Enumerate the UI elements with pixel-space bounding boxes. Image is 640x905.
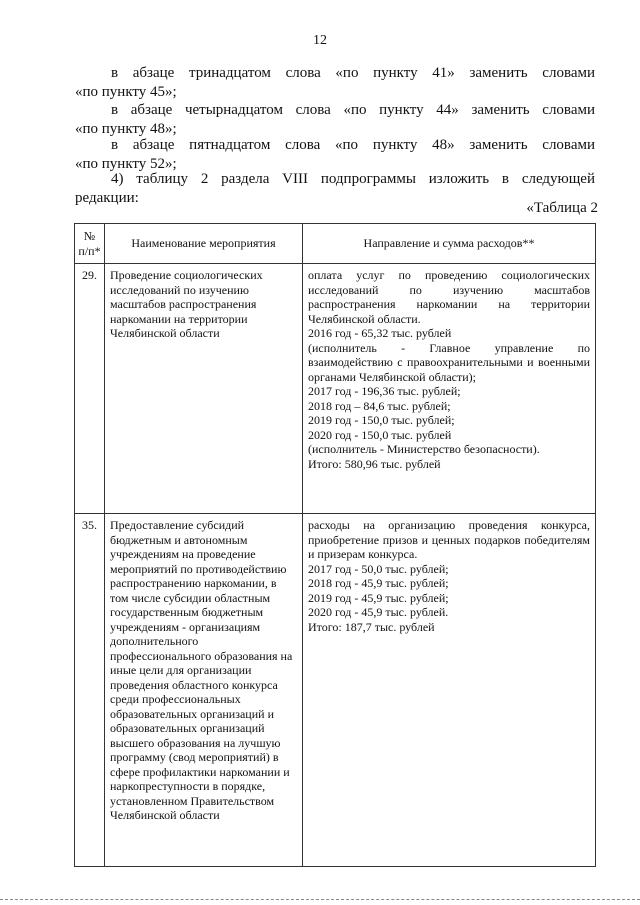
paragraph-line: «по пункту 45»; bbox=[75, 84, 177, 100]
direction-line: 2018 год - 45,9 тыс. рублей; bbox=[308, 576, 449, 590]
amendment-paragraph-3 bbox=[75, 136, 595, 174]
direction-line: 2018 год – 84,6 тыс. рублей; bbox=[308, 398, 451, 413]
direction-line: 2020 год - 150,0 тыс. рублей bbox=[308, 427, 452, 442]
table-row bbox=[75, 264, 596, 514]
page-number: 12 bbox=[313, 33, 327, 48]
direction-line: 2016 год - 65,32 тыс. рублей bbox=[308, 326, 452, 340]
header-num: № п/п* bbox=[75, 224, 105, 264]
table-header-row bbox=[75, 224, 596, 264]
row-name: Проведение социологических исследований по изучению масштабов распространения наркомании на территории Челябинской области bbox=[105, 264, 303, 514]
amendment-paragraph-2 bbox=[75, 101, 595, 139]
paragraph-line: в абзаце тринадцатом слова «по пункту 41» заменить словами bbox=[111, 65, 595, 81]
direction-total: Итого: 580,96 тыс. рублей bbox=[308, 456, 441, 471]
direction-line: 2019 год - 150,0 тыс. рублей; bbox=[308, 413, 455, 427]
direction-line: 2020 год - 45,9 тыс. рублей. bbox=[308, 605, 449, 619]
header-direction: Направление и сумма расходов** bbox=[303, 224, 596, 264]
row-direction bbox=[303, 264, 596, 514]
table-caption: «Таблица 2 bbox=[526, 200, 598, 216]
row-direction bbox=[303, 514, 596, 867]
amendment-paragraph-1 bbox=[75, 64, 595, 102]
row-number: 35. bbox=[75, 514, 105, 867]
row-name: Предоставление субсидий бюджетным и автономным учреждениям на проведение мероприятий по противодействию распространению наркомании, в том числе субсидии областным государственным бюджетным учреждениям - организациям дополнительного профессионального образования на иные цели для организации проведения областного конкурса среди профессиональных образовательных организаций и образовательных организаций высшего образования на лучшую программу (свод мероприятий) в сфере профилактики наркомании и наркопреступности в порядке, установленном Правительством Челябинской области bbox=[105, 514, 303, 867]
table-row bbox=[75, 514, 596, 867]
paragraph-line: редакции: bbox=[75, 190, 139, 206]
direction-line: (исполнитель - Министерство безопасности). bbox=[308, 442, 540, 456]
direction-intro: оплата услуг по проведению социологических исследований по изучению масштабов распространения наркомании на территории Челябинской области. bbox=[308, 268, 590, 326]
paragraph-line: в абзаце четырнадцатом слова «по пункту 44» заменить словами bbox=[111, 102, 595, 118]
row-number: 29. bbox=[75, 264, 105, 514]
paragraph-line: 4) таблицу 2 раздела VIII подпрограммы изложить в следующей bbox=[111, 171, 595, 187]
events-table bbox=[74, 223, 596, 867]
direction-line: 2017 год - 196,36 тыс. рублей; bbox=[308, 384, 461, 398]
direction-intro: расходы на организацию проведения конкурса, приобретение призов и ценных подарков победителям и призерам конкурса. bbox=[308, 518, 590, 561]
paragraph-line: в абзаце пятнадцатом слова «по пункту 48» заменить словами bbox=[111, 137, 595, 153]
direction-line: 2017 год - 50,0 тыс. рублей; bbox=[308, 561, 449, 576]
direction-line: 2019 год - 45,9 тыс. рублей; bbox=[308, 590, 449, 605]
direction-line: (исполнитель - Главное управление по взаимодействию с правоохранительными и военными органами Челябинской области); bbox=[308, 340, 590, 384]
direction-total: Итого: 187,7 тыс. рублей bbox=[308, 619, 435, 634]
amendment-paragraph-4 bbox=[75, 170, 595, 208]
scan-edge-divider bbox=[0, 899, 640, 901]
header-name: Наименование мероприятия bbox=[105, 224, 303, 264]
paragraph-line: «по пункту 48»; bbox=[75, 121, 177, 137]
paragraph-line: «по пункту 52»; bbox=[75, 156, 177, 172]
